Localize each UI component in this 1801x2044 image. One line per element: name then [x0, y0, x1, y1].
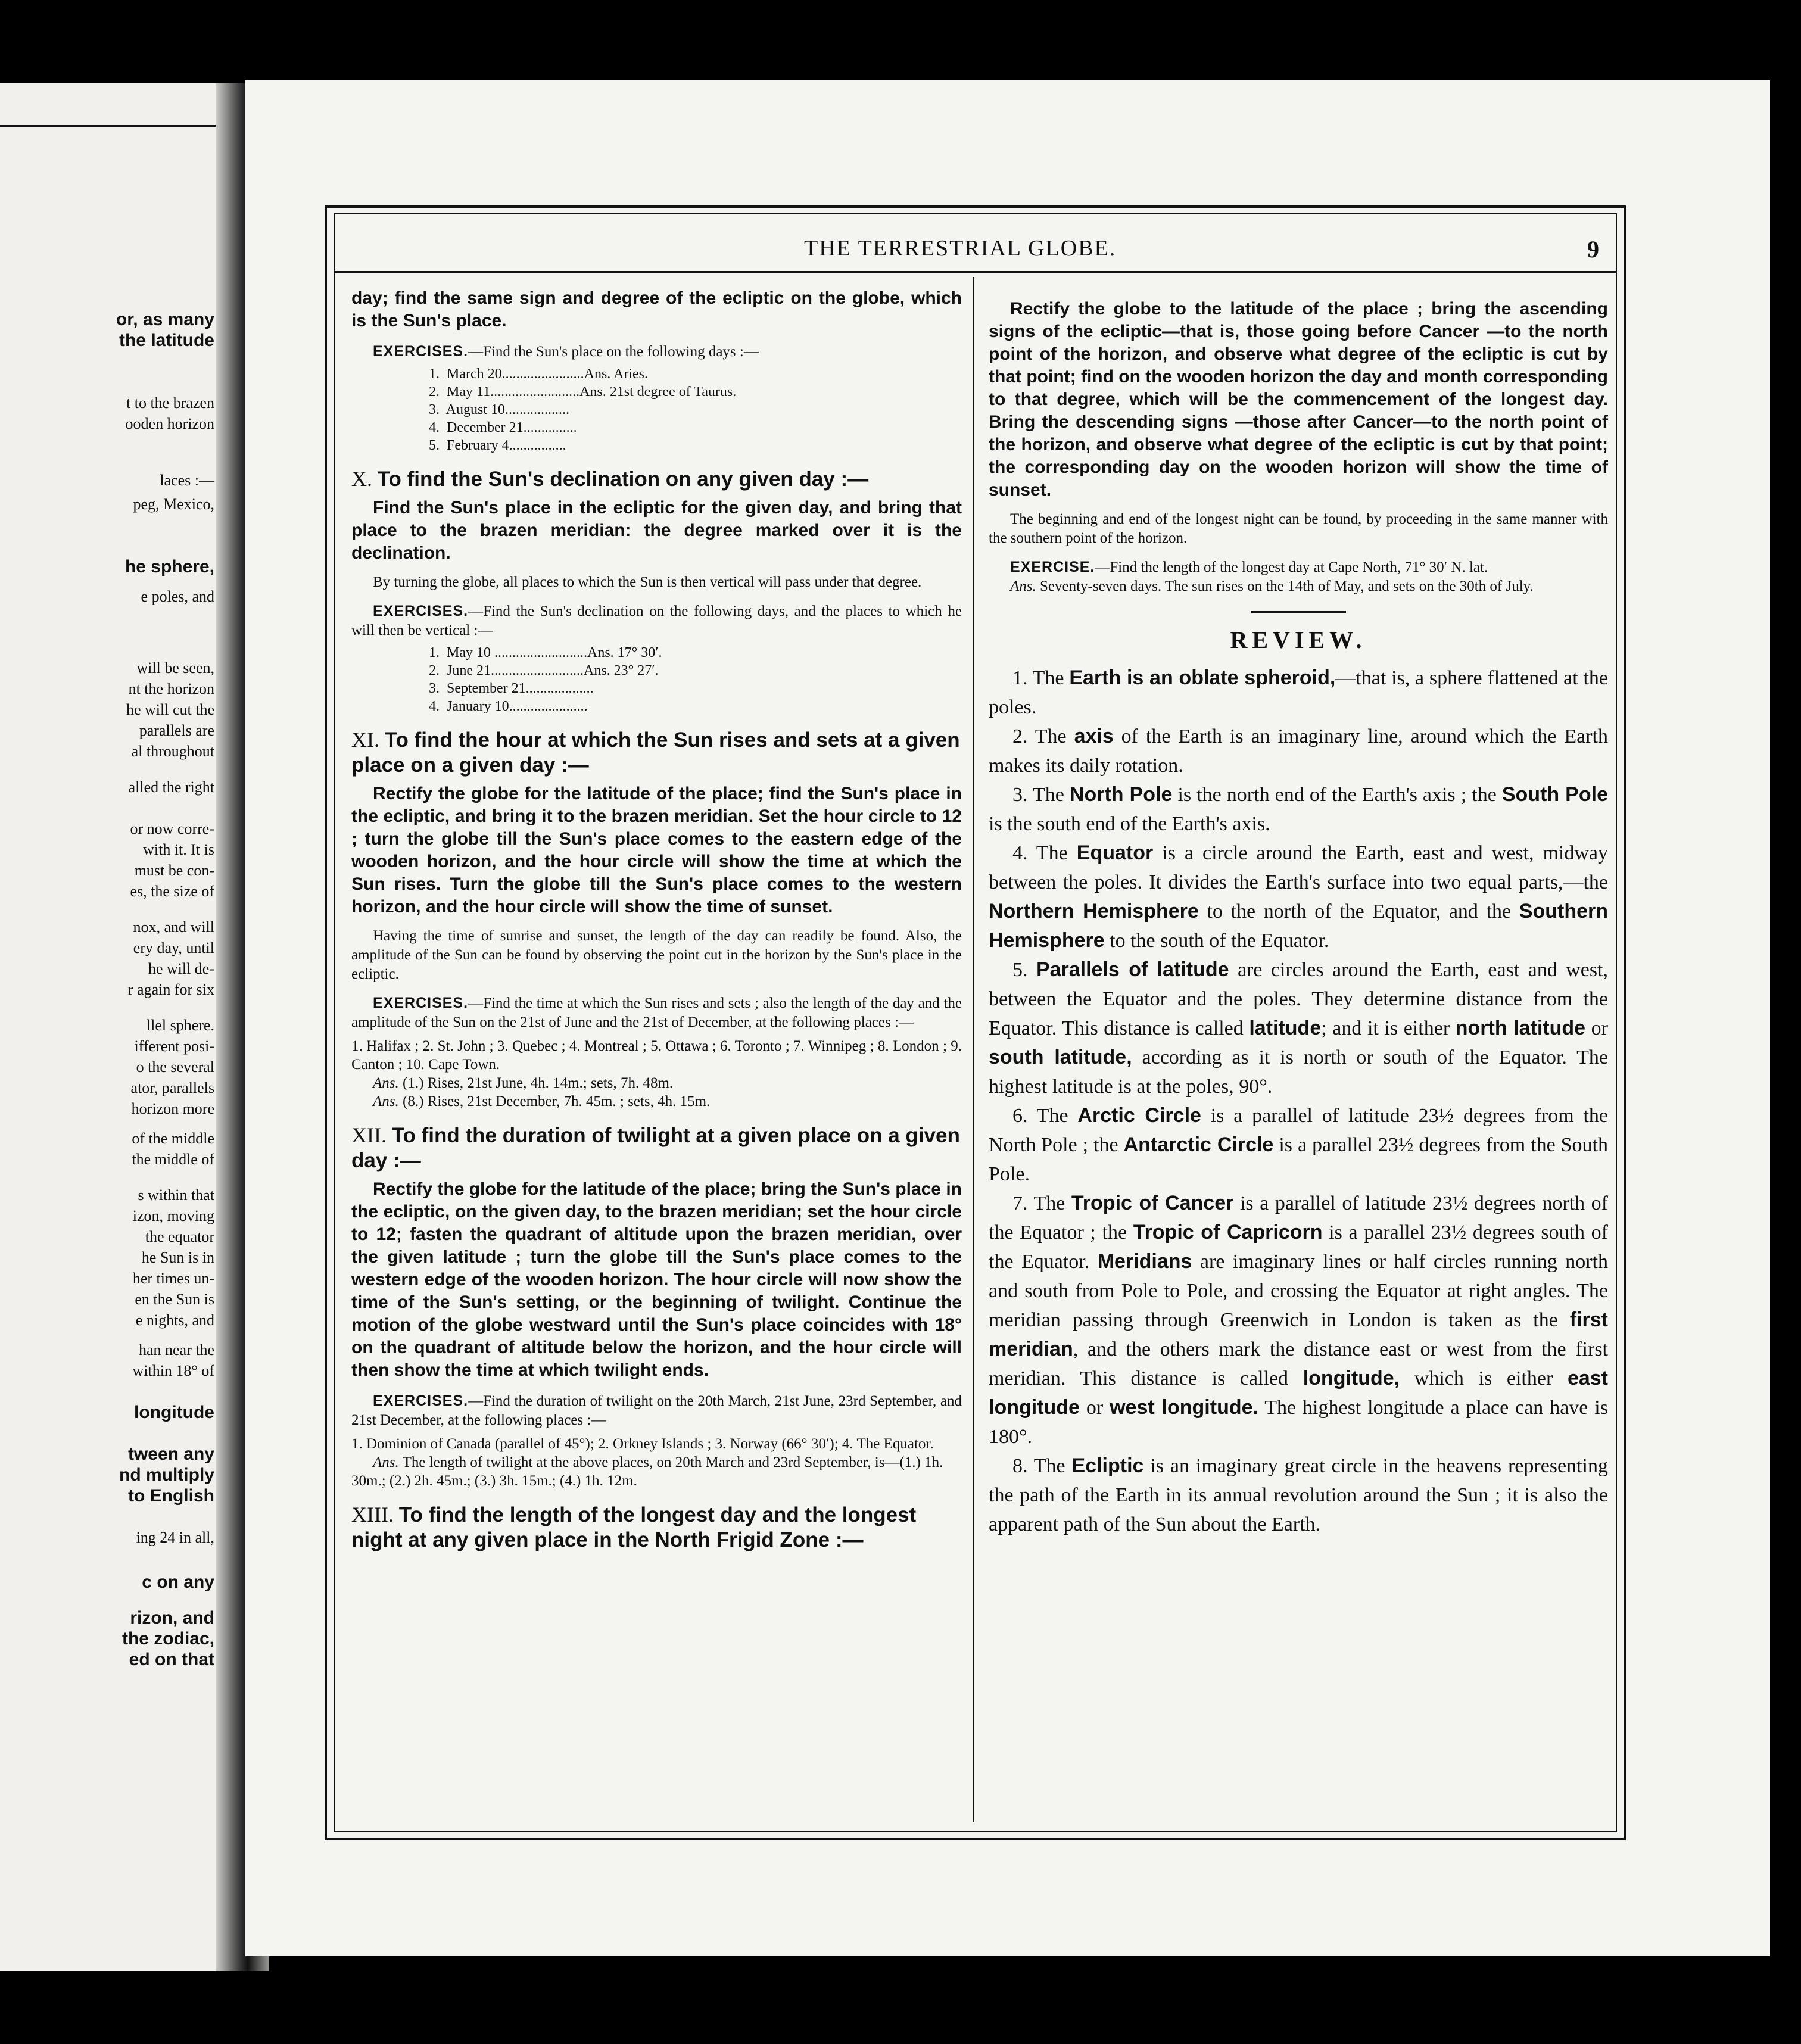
left-page-fragment: nt the horizon: [128, 680, 214, 697]
left-page-fragment: en the Sun is: [135, 1291, 214, 1308]
exercise-item: 4. December 21...............: [429, 420, 577, 435]
exercise-5-heading: EXERCISE.—Find the length of the longest day at Cape North, 71° 30′ N. lat.: [1010, 559, 1488, 575]
review-divider: [1251, 611, 1346, 613]
left-page-fragment: laces :—: [160, 472, 214, 489]
review-list: [989, 663, 1608, 1539]
left-page-fragment: t to the brazen: [126, 394, 214, 412]
left-page-fragment: izon, moving: [132, 1207, 214, 1224]
left-page-fragment: al throughout: [131, 743, 214, 760]
left-page-fragment: will be seen,: [136, 659, 214, 677]
section-xi-note: Having the time of sunrise and sunset, the length of the day can readily be found. Also, the amplitude of the Sun can be found by observing the point cut in the horizon by the Sun's place in the ecliptic.: [351, 928, 962, 982]
exercises-3-heading: EXERCISES.—Find the time at which the Sun rises and sets ; also the length of the day and the amplitude of the Sun on the 21st of June and the 21st of December, at the following places :—: [351, 995, 962, 1030]
exercises-4-heading: EXERCISES.—Find the duration of twilight on the 20th March, 21st June, 23rd September, and 21st December, at the following places :—: [351, 1392, 962, 1428]
running-head-rule: [334, 271, 1617, 273]
exercise-item: 2. May 11.........................Ans. 21st degree of Taurus.: [429, 384, 737, 400]
exercises-2-list: [351, 644, 962, 715]
section-x-rule: Find the Sun's place in the ecliptic for the given day, and bring that place to the brazen meridian: the degree marked over it is the declination.: [351, 498, 962, 563]
exercises-3-answer-2: Ans. (8.) Rises, 21st December, 7h. 45m. ; sets, 4h. 15m.: [373, 1093, 711, 1110]
left-page-fragment: he Sun is in: [141, 1249, 214, 1266]
exercise-item: 1. March 20.......................Ans. Aries.: [429, 366, 648, 382]
left-page-fragment: he will cut the: [126, 701, 214, 718]
left-page-fragment: he sphere,: [124, 557, 214, 577]
exercise-item: 1. May 10 ..........................Ans. 17° 30′.: [429, 645, 662, 660]
review-item: 4. The Equator is a circle around the Earth, east and west, midway between the poles. It divides the Earth's surface into two equal parts,—the Northern Hemisphere to the north of the Equator, and the Southern Hemisphere to the south of the Equator.: [989, 842, 1608, 952]
section-xii-heading: XII. To find the duration of twilight at a given place on a given day :—: [351, 1123, 960, 1172]
left-page-fragment: ing 24 in all,: [136, 1529, 214, 1546]
column-divider: [973, 277, 974, 1822]
left-page-fragment: llel sphere.: [146, 1017, 214, 1034]
review-item: 8. The Ecliptic is an imaginary great circle in the heavens representing the path of the Earth in its annual revolution around the Sun ; it is also the apparent path of the Sun about the Earth.: [989, 1454, 1608, 1535]
right-column: [989, 298, 1608, 1539]
review-item: 2. The axis of the Earth is an imaginary line, around which the Earth makes its daily rotation.: [989, 725, 1608, 777]
left-column: [351, 287, 962, 1557]
left-page-fragment: horizon more: [131, 1100, 214, 1117]
left-page-fragment: o the several: [136, 1058, 214, 1076]
section-x-note: By turning the globe, all places to which the Sun is then vertical will pass under that degree.: [373, 574, 922, 590]
left-page-head-rule: [0, 125, 223, 127]
left-page-fragment: the middle of: [132, 1151, 214, 1168]
section-xiii-heading: XIII. To find the length of the longest day and the longest night at any given place in the North Frigid Zone :—: [351, 1503, 917, 1551]
exercise-item: 3. September 21...................: [429, 681, 594, 696]
section-xiii-note: The beginning and end of the longest night can be found, by proceeding in the same manner with the southern point of the horizon.: [989, 511, 1608, 546]
left-page-fragment: parallels are: [139, 722, 214, 739]
running-head-title: THE TERRESTRIAL GLOBE.: [804, 236, 1117, 261]
left-page-fragment: or now corre-: [130, 820, 214, 837]
exercises-3-answer-1: Ans. (1.) Rises, 21st June, 4h. 14m.; sets, 7h. 48m.: [373, 1075, 674, 1091]
left-page-fragment: tween any: [127, 1444, 214, 1464]
left-page-fragment: e poles, and: [141, 588, 214, 605]
exercises-4-answer: Ans. The length of twilight at the above places, on 20th March and 23rd September, is—(1.) 1h. 30m.; (2.) 2h. 45m.; (3.) 3h. 15m.; (4.) 1h. 12m.: [351, 1454, 943, 1489]
exercises-1-list: [351, 365, 962, 454]
left-page-fragment: the latitude: [119, 331, 214, 350]
exercise-item: 4. January 10......................: [429, 699, 588, 714]
exercises-4-places: 1. Dominion of Canada (parallel of 45°); 2. Orkney Islands ; 3. Norway (66° 30′); 4. The Equator.: [351, 1436, 934, 1452]
left-page-fragment: es, the size of: [130, 883, 214, 900]
left-page-fragment: or, as many: [116, 310, 214, 329]
left-page-fragment: s within that: [138, 1186, 214, 1204]
left-page-fragment: c on any: [142, 1572, 214, 1592]
left-page-fragment: her times un-: [132, 1270, 214, 1287]
left-page-fragment: ator, parallels: [130, 1079, 214, 1096]
left-page-fragment: to English: [128, 1486, 214, 1506]
left-page-fragment: alled the right: [128, 778, 214, 796]
left-page-fragment: ifferent posi-: [134, 1037, 214, 1055]
section-xi-rule: Rectify the globe for the latitude of the place; find the Sun's place in the ecliptic, and bring it to the brazen meridian. Set the hour circle to 12 ; turn the globe till the Sun's place comes to the eastern edge of the wooden horizon, and the hour circle will show the time at which the Sun rises. Turn the globe till the Sun's place comes to the western horizon, and the hour circle will show the time of sunset.: [351, 784, 962, 917]
left-page-fragment: of the middle: [132, 1130, 214, 1147]
section-x-heading: X. To find the Sun's declination on any given day :—: [351, 467, 869, 491]
left-page-fragment: nox, and will: [133, 918, 214, 936]
review-item: 7. The Tropic of Cancer is a parallel of latitude 23½ degrees north of the Equator ; the Tropic of Capricorn is a parallel 23½ degrees south of the Equator. Meridians are imaginary lines or half circles running north and south from Pole to Pole, and crossing the Equator at right angles. The meridian passing through Greenwich in London is taken as the first meridian, and the others mark the distance east or west from the first meridian. This distance is called longitude, which is either east longitude or west longitude. The highest longitude a place can have is 180°.: [989, 1192, 1609, 1448]
review-item: 5. Parallels of latitude are circles around the Earth, east and west, between the Equator and the poles. They determine distance from the Equator. This distance is called latitude; and it is either north latitude or south latitude, according as it is north or south of the Equator. The highest latitude is at the poles, 90°.: [989, 958, 1609, 1098]
exercise-5-answer: Ans. Seventy-seven days. The sun rises on the 14th of May, and sets on the 30th of July.: [1010, 578, 1534, 594]
left-page-fragment: e nights, and: [135, 1311, 214, 1329]
intro-rule-continuation: day; find the same sign and degree of the ecliptic on the globe, which is the Sun's place.: [351, 288, 962, 331]
left-page-fragment: with it. It is: [143, 841, 214, 858]
left-page-fragment: the equator: [145, 1228, 214, 1245]
page-number: 9: [1587, 236, 1600, 263]
review-heading: REVIEW.: [1230, 627, 1367, 653]
left-page-fragment: must be con-: [134, 862, 214, 879]
review-item: 6. The Arctic Circle is a parallel of latitude 23½ degrees from the North Pole ; the Antarctic Circle is a parallel 23½ degrees from the South Pole.: [989, 1104, 1608, 1185]
left-page-fragment: longitude: [134, 1403, 214, 1422]
section-xii-rule: Rectify the globe for the latitude of the place; bring the Sun's place in the ecliptic, on the given day, to the brazen meridian; set the hour circle to 12; fasten the quadrant of altitude upon the brazen meridian, over the given latitude ; turn the globe till the Sun's place comes to the western edge of the wooden horizon. The hour circle will now show the time of the Sun's setting, or the beginning of twilight. Continue the motion of the globe westward until the Sun's place coincides with 18° on the quadrant of altitude below the horizon, and the hour circle will then show the time at which twilight ends.: [351, 1179, 962, 1380]
left-page-fragment: ooden horizon: [125, 415, 214, 432]
review-item: 1. The Earth is an oblate spheroid,—that is, a sphere flattened at the poles.: [989, 666, 1608, 718]
left-page-fragment: ed on that: [129, 1650, 214, 1669]
left-page-fragment: han near the: [138, 1341, 214, 1358]
left-page-fragment: he will de-: [148, 960, 214, 977]
left-page-fragment: ery day, until: [133, 939, 214, 956]
exercise-item: 3. August 10..................: [429, 402, 570, 417]
section-xiii-rule: Rectify the globe to the latitude of the place ; bring the ascending signs of the ecliptic—that is, those going before Cancer —to the north point of the horizon, and observe what degree of the ecliptic is cut by that point; find on the wooden horizon the day and month corresponding to that degree, which will be the commencement of the longest day. Bring the descending signs —those after Cancer—to the north point of the horizon, and observe what degree of the ecliptic is cut by that point; the corresponding day on the wooden horizon will show the time of sunset.: [989, 299, 1608, 500]
left-page-fragment: the zodiac,: [121, 1629, 214, 1649]
exercise-item: 2. June 21..........................Ans. 23° 27′.: [429, 663, 659, 678]
left-page-fragment: rizon, and: [130, 1608, 214, 1628]
left-page-fragment: nd multiply: [119, 1465, 214, 1485]
exercise-item: 5. February 4................: [429, 438, 566, 453]
left-page-fragment: within 18° of: [132, 1362, 214, 1379]
section-xi-heading: XI. To find the hour at which the Sun rises and sets at a given place on a given day :—: [351, 728, 960, 777]
exercises-3-places: 1. Halifax ; 2. St. John ; 3. Quebec ; 4. Montreal ; 5. Ottawa ; 6. Toronto ; 7. Winnipeg ; 8. London ; 9. Canton ; 10. Cape Town.: [351, 1038, 962, 1073]
left-page-fragment: peg, Mexico,: [133, 496, 214, 513]
exercises-1-heading: EXERCISES.—Find the Sun's place on the following days :—: [373, 343, 759, 360]
review-item: 3. The North Pole is the north end of the Earth's axis ; the South Pole is the south end of the Earth's axis.: [989, 783, 1608, 835]
exercises-2-heading: EXERCISES.—Find the Sun's declination on the following days, and the places to which he will then be vertical :—: [351, 603, 962, 638]
left-page-fragment: r again for six: [127, 981, 214, 998]
